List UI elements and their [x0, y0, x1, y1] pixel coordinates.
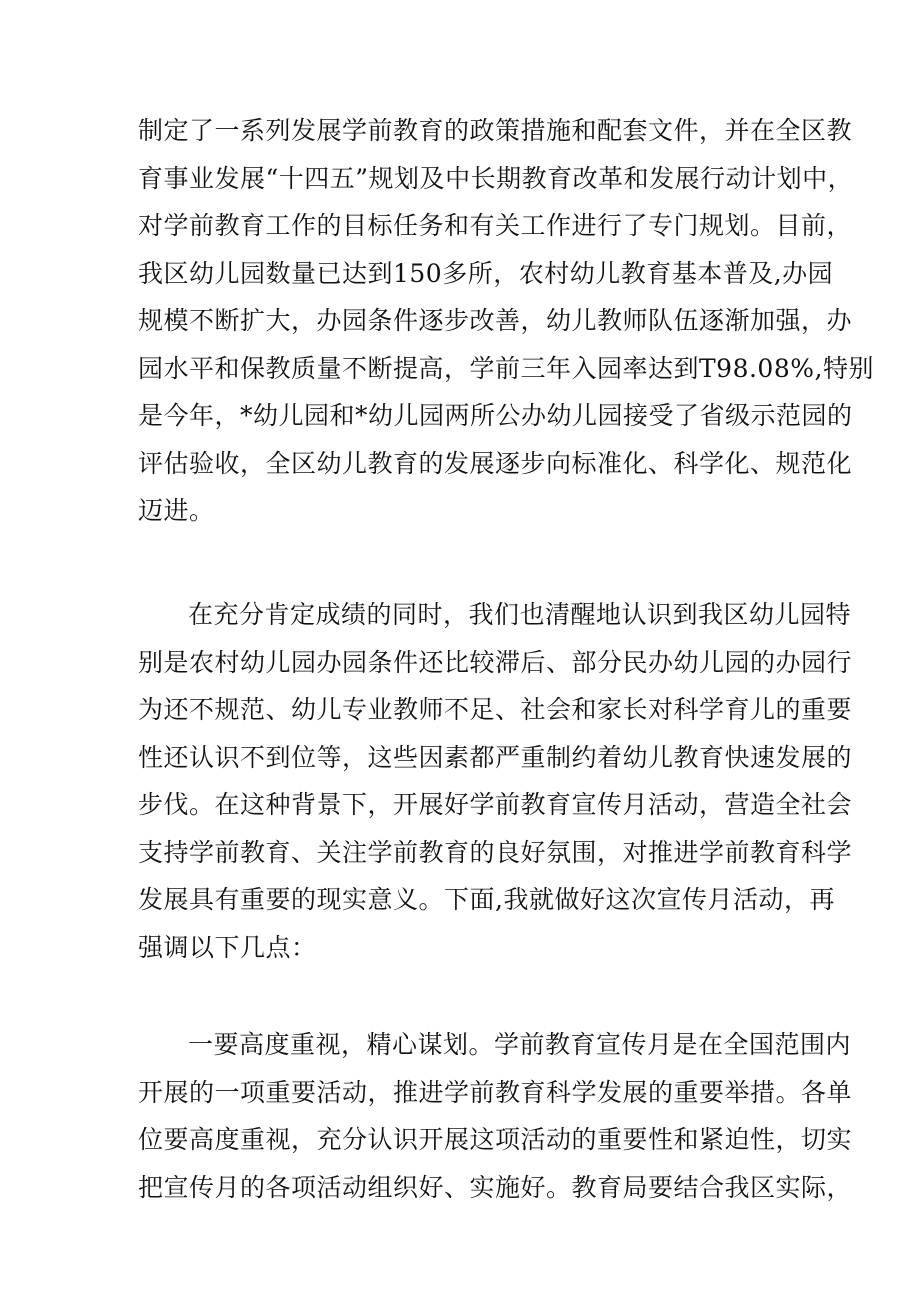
text-line: 迈进。 — [138, 496, 215, 525]
text-line: 支持学前教育、关注学前教育的良好氛围，对推进学前教育科学 — [138, 837, 853, 867]
text-line: 是今年，*幼儿园和*幼儿园两所公办幼儿园接受了省级示范园的 — [138, 401, 853, 430]
text-line: 把宣传月的各项活动组织好、实施好。教育局要结合我区实际， — [138, 1172, 853, 1202]
text-line: 性还认识不到位等，这些因素都严重制约着幼儿教育快速发展的 — [138, 742, 853, 772]
text-line: 育事业发展“十四五”规划及中长期教育改革和发展行动计划中， — [138, 163, 854, 193]
paragraph-first-point — [138, 1021, 853, 1211]
text-line: 评估验收，全区幼儿教育的发展逐步向标准化、科学化、规范化 — [138, 448, 853, 478]
text-line: 制定了一系列发展学前教育的政策措施和配套文件，并在全区教 — [138, 116, 853, 145]
text-line: 发展具有重要的现实意义。下面,我就做好这次宣传月活动，再 — [138, 885, 835, 914]
text-line: 我区幼儿园数量已达到150多所，农村幼儿教育基本普及,办园 — [138, 258, 834, 288]
text-line: 在充分肯定成绩的同时，我们也清醒地认识到我区幼儿园特 — [188, 600, 852, 629]
text-line: 园水平和保教质量不断提高，学前三年入园率达到T98.08%,特别 — [138, 353, 874, 383]
text-line: 对学前教育工作的目标任务和有关工作进行了专门规划。目前， — [138, 211, 853, 240]
text-line: 步伐。在这种背景下，开展好学前教育宣传月活动，营造全社会 — [138, 790, 853, 819]
text-line: 开展的一项重要活动，推进学前教育科学发展的重要举措。各单 — [138, 1077, 853, 1107]
text-line: 位要高度重视，充分认识开展这项活动的重要性和紧迫性，切实 — [138, 1125, 853, 1154]
text-line: 别是农村幼儿园办园条件还比较滞后、部分民办幼儿园的办园行 — [138, 647, 853, 677]
text-line: 一要高度重视，精心谋划。学前教育宣传月是在全国范围内 — [188, 1030, 852, 1059]
paragraph-challenges — [138, 591, 853, 971]
paragraph-achievements — [138, 107, 874, 535]
text-line: 强调以下几点： — [138, 932, 317, 962]
text-line: 规模不断扩大，办园条件逐步改善，幼儿教师队伍逐渐加强，办 — [138, 306, 853, 335]
text-line: 为还不规范、幼儿专业教师不足、社会和家长对科学育儿的重要 — [138, 695, 853, 724]
